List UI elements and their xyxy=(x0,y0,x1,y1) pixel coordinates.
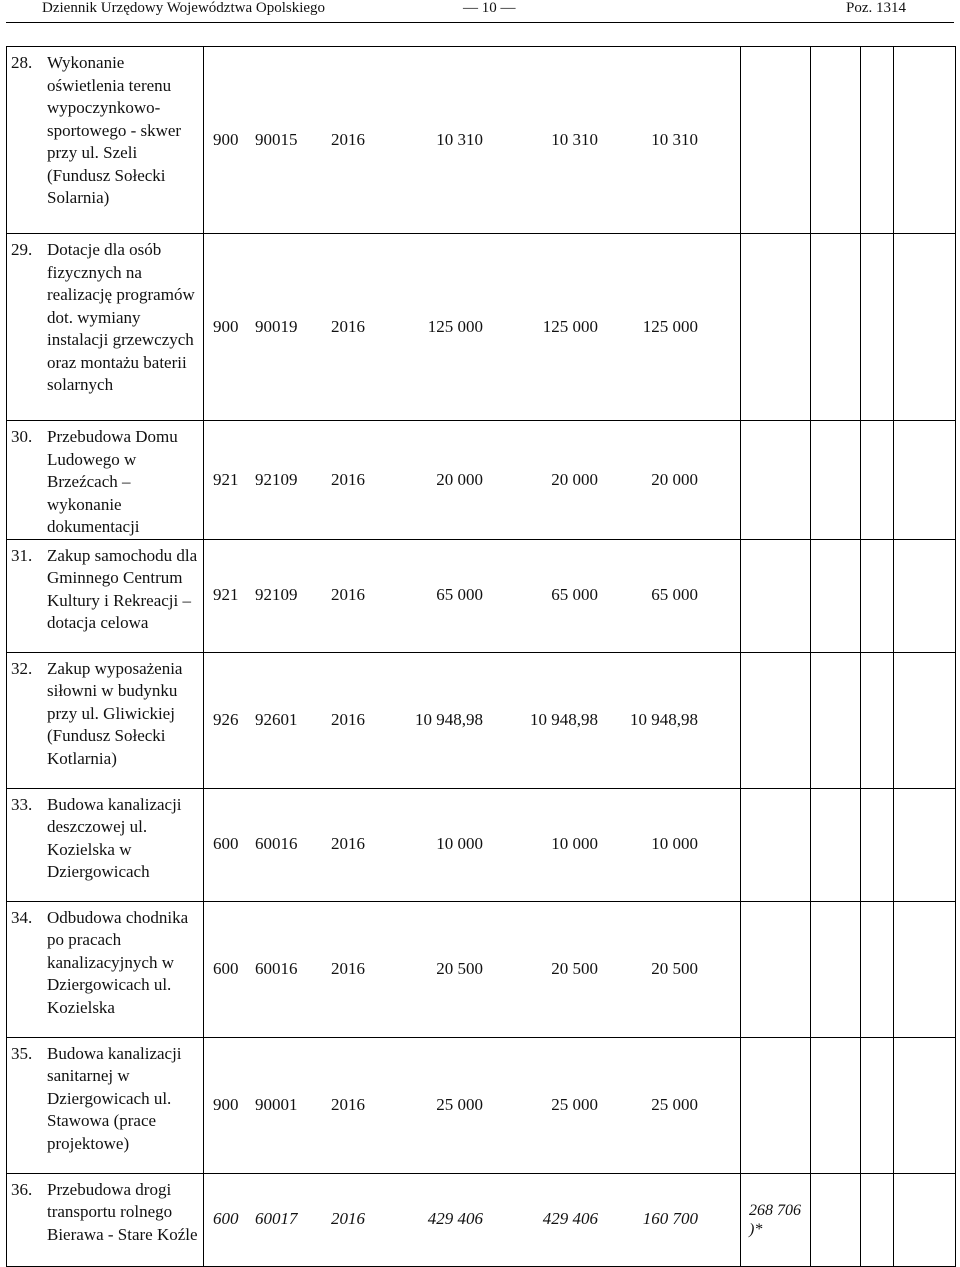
empty-cell xyxy=(811,788,861,901)
row-number: 30. xyxy=(11,427,33,446)
dzial-value: 600 xyxy=(213,958,239,978)
year-value: 2016 xyxy=(331,585,365,605)
empty-cell xyxy=(894,652,956,788)
year-value: 2016 xyxy=(331,958,365,978)
values-cell xyxy=(204,901,741,1037)
row-number: 31. xyxy=(11,545,33,565)
empty-cell xyxy=(811,1037,861,1173)
year-value: 2016 xyxy=(331,709,365,729)
investment-table xyxy=(6,46,956,1267)
table-row xyxy=(7,234,956,421)
amount-year: 65 000 xyxy=(651,585,698,605)
amount-total: 25 000 xyxy=(436,1094,483,1114)
dzial-value: 921 xyxy=(213,585,239,605)
dzial-value: 900 xyxy=(213,316,239,336)
note-cell: 268 706 )* xyxy=(741,1173,811,1266)
empty-cell xyxy=(861,652,894,788)
row-number: 34. xyxy=(11,907,33,927)
table-row xyxy=(7,788,956,901)
task-name-cell xyxy=(7,1037,204,1173)
values-cell xyxy=(204,788,741,901)
rozdzial-value: 92601 xyxy=(255,709,298,729)
amount-planned: 10 948,98 xyxy=(530,709,598,729)
task-name-cell xyxy=(7,47,204,234)
note-cell xyxy=(741,539,811,652)
empty-cell xyxy=(861,901,894,1037)
year-value: 2016 xyxy=(331,316,365,336)
amount-year: 10 948,98 xyxy=(630,709,698,729)
amount-planned: 125 000 xyxy=(542,316,598,336)
amount-planned: 25 000 xyxy=(551,1094,598,1114)
journal-title: Dziennik Urzędowy Województwa Opolskiego xyxy=(42,0,326,16)
amount-total: 10 310 xyxy=(436,129,483,149)
empty-cell xyxy=(894,1037,956,1173)
amount-total: 429 406 xyxy=(427,1209,483,1229)
values-cell xyxy=(204,47,741,234)
position-number: Poz. 1314 xyxy=(846,0,906,16)
empty-cell xyxy=(894,788,956,901)
task-name: Dotacje dla osób fizycznych na realizację programów dot. wymiany instalacji grzewczych oraz montażu baterii solarnych xyxy=(47,240,195,394)
amount-total: 125 000 xyxy=(427,316,483,336)
note-cell xyxy=(741,652,811,788)
values-cell xyxy=(204,652,741,788)
amount-year: 10 000 xyxy=(651,834,698,854)
row-number: 32. xyxy=(11,658,33,678)
amount-planned: 65 000 xyxy=(551,585,598,605)
amount-year: 20 000 xyxy=(651,469,698,489)
dzial-value: 600 xyxy=(213,1209,239,1229)
note-cell xyxy=(741,788,811,901)
task-name: Przebudowa Domu Ludowego w Brzeźcach – wykonanie dokumentacji xyxy=(47,427,178,536)
row-number: 33. xyxy=(11,794,33,814)
rozdzial-value: 92109 xyxy=(255,469,298,489)
amount-total: 20 000 xyxy=(436,469,483,489)
amount-year: 20 500 xyxy=(651,958,698,978)
empty-cell xyxy=(861,47,894,234)
amount-planned: 429 406 xyxy=(542,1209,598,1229)
amount-planned: 20 000 xyxy=(551,469,598,489)
table-row xyxy=(7,539,956,652)
page-number: — 10 — xyxy=(463,0,516,16)
amount-total: 20 500 xyxy=(436,958,483,978)
year-value: 2016 xyxy=(331,834,365,854)
task-name: Przebudowa drogi transportu rolnego Bierawa - Stare Koźle xyxy=(47,1179,198,1244)
rozdzial-value: 92109 xyxy=(255,585,298,605)
task-name: Budowa kanalizacji sanitarnej w Dziergowicach ul. Stawowa (prace projektowe) xyxy=(47,1043,182,1153)
empty-cell xyxy=(811,901,861,1037)
empty-cell xyxy=(894,1173,956,1266)
rozdzial-value: 90019 xyxy=(255,316,298,336)
task-name-cell xyxy=(7,788,204,901)
task-name-cell xyxy=(7,1173,204,1266)
amount-planned: 10 000 xyxy=(551,834,598,854)
table-row xyxy=(7,1173,956,1266)
empty-cell xyxy=(861,1037,894,1173)
task-name-cell xyxy=(7,234,204,421)
empty-cell xyxy=(861,234,894,421)
task-name: Zakup samochodu dla Gminnego Centrum Kultury i Rekreacji – dotacja celowa xyxy=(47,545,198,632)
table-row xyxy=(7,901,956,1037)
empty-cell xyxy=(894,47,956,234)
empty-cell xyxy=(811,421,861,540)
row-number: 28. xyxy=(11,53,33,72)
amount-total: 10 948,98 xyxy=(415,709,483,729)
table-row xyxy=(7,1037,956,1173)
rozdzial-value: 60016 xyxy=(255,834,298,854)
amount-year: 160 700 xyxy=(642,1209,698,1229)
task-name: Odbudowa chodnika po pracach kanalizacyjnych w Dziergowicach ul. Kozielska xyxy=(47,907,189,1017)
header-divider xyxy=(6,22,954,23)
amount-planned: 20 500 xyxy=(551,958,598,978)
empty-cell xyxy=(861,539,894,652)
table-row xyxy=(7,421,956,540)
empty-cell xyxy=(811,652,861,788)
empty-cell xyxy=(811,47,861,234)
task-name-cell xyxy=(7,652,204,788)
amount-total: 65 000 xyxy=(436,585,483,605)
values-cell xyxy=(204,539,741,652)
empty-cell xyxy=(861,421,894,540)
empty-cell xyxy=(811,234,861,421)
empty-cell xyxy=(894,539,956,652)
note-cell xyxy=(741,901,811,1037)
note-cell xyxy=(741,1037,811,1173)
values-cell xyxy=(204,234,741,421)
task-name-cell xyxy=(7,901,204,1037)
dzial-value: 900 xyxy=(213,1094,239,1114)
dzial-value: 600 xyxy=(213,834,239,854)
task-name-cell xyxy=(7,421,204,540)
note-cell xyxy=(741,234,811,421)
empty-cell xyxy=(811,1173,861,1266)
amount-planned: 10 310 xyxy=(551,129,598,149)
note-cell xyxy=(741,47,811,234)
table-row xyxy=(7,652,956,788)
rozdzial-value: 90015 xyxy=(255,129,298,149)
values-cell xyxy=(204,1037,741,1173)
row-number: 35. xyxy=(11,1043,33,1063)
empty-cell xyxy=(894,234,956,421)
row-number: 29. xyxy=(11,240,33,259)
amount-year: 25 000 xyxy=(651,1094,698,1114)
dzial-value: 926 xyxy=(213,709,239,729)
task-name: Wykonanie oświetlenia terenu wypoczynkowo-sportowego - skwer przy ul. Szeli (Fundusz Sołecki Solarnia) xyxy=(47,53,182,207)
dzial-value: 921 xyxy=(213,469,239,489)
empty-cell xyxy=(861,1173,894,1266)
amount-year: 125 000 xyxy=(642,316,698,336)
page-header xyxy=(0,0,960,22)
empty-cell xyxy=(894,901,956,1037)
year-value: 2016 xyxy=(331,1094,365,1114)
values-cell xyxy=(204,1173,741,1266)
rozdzial-value: 90001 xyxy=(255,1094,298,1114)
year-value: 2016 xyxy=(331,129,365,149)
amount-year: 10 310 xyxy=(651,129,698,149)
year-value: 2016 xyxy=(331,1209,365,1229)
rozdzial-value: 60017 xyxy=(255,1209,298,1229)
empty-cell xyxy=(894,421,956,540)
rozdzial-value: 60016 xyxy=(255,958,298,978)
empty-cell xyxy=(811,539,861,652)
dzial-value: 900 xyxy=(213,129,239,149)
task-name: Budowa kanalizacji deszczowej ul. Kozielska w Dziergowicach xyxy=(47,794,182,881)
amount-total: 10 000 xyxy=(436,834,483,854)
task-name: Zakup wyposażenia siłowni w budynku przy ul. Gliwickiej (Fundusz Sołecki Kotlarnia) xyxy=(47,658,183,768)
year-value: 2016 xyxy=(331,469,365,489)
table-row xyxy=(7,47,956,234)
empty-cell xyxy=(861,788,894,901)
values-cell xyxy=(204,421,741,540)
task-name-cell xyxy=(7,539,204,652)
note-cell xyxy=(741,421,811,540)
row-number: 36. xyxy=(11,1179,33,1199)
